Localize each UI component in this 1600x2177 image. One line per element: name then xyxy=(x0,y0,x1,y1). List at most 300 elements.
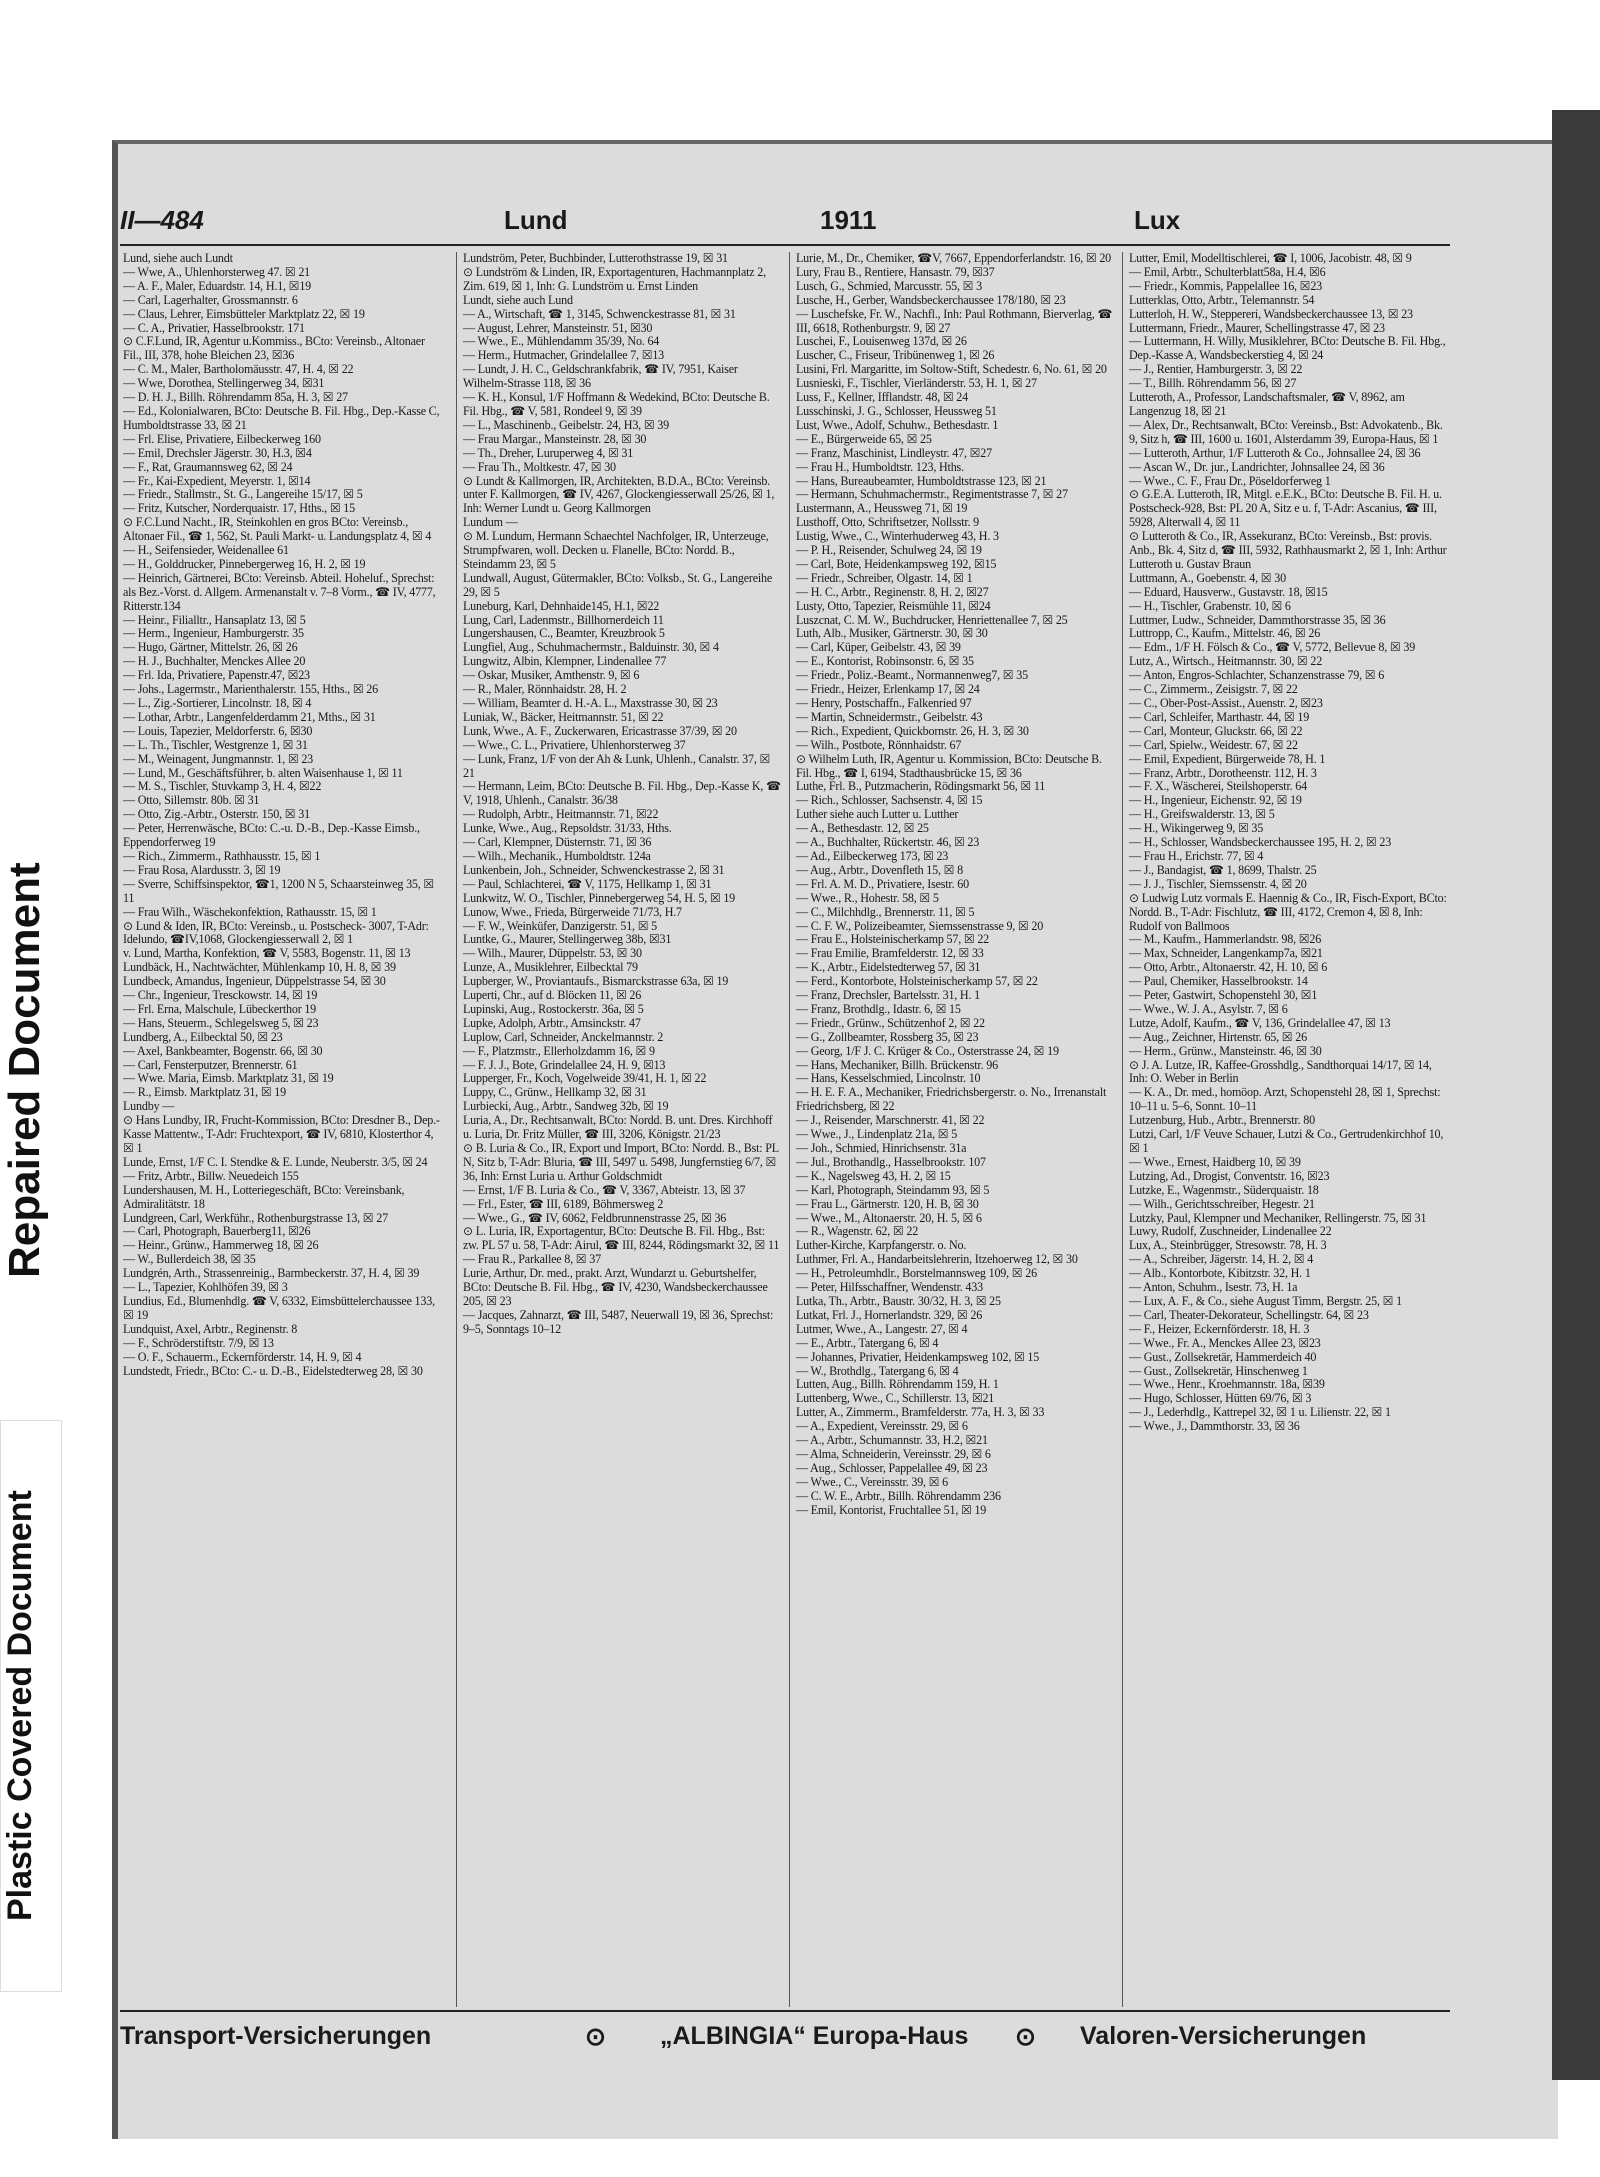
directory-entry: Lusch, G., Schmied, Marcusstr. 55, ☒ 3 xyxy=(796,278,982,293)
directory-entry: — Paul, Chemiker, Hasselbrookstr. 14 xyxy=(1129,974,1308,989)
directory-entry: Lusthoff, Otto, Schriftsetzer, Nollsstr. 9 xyxy=(796,515,980,530)
directory-entry: Lungwitz, Albin, Klempner, Lindenallee 77 xyxy=(463,654,667,669)
directory-entry: Lusty, Otto, Tapezier, Reismühle 11, ☒24 xyxy=(796,598,991,613)
directory-entry: — H. J., Buchhalter, Menckes Allee 20 xyxy=(123,654,306,669)
directory-entry: Lurbiecki, Aug., Arbtr., Sandweg 32b, ☒ 19 xyxy=(463,1099,669,1114)
directory-entry: Lupperger, Fr., Koch, Vogelweide 39/41, H. 1, ☒ 22 xyxy=(463,1071,707,1086)
directory-entry: — Wwe., E., Mühlendamm 35/39, No. 64 xyxy=(463,334,660,349)
directory-entry: Lutzke, E., Wagenmstr., Süderquaistr. 18 xyxy=(1129,1182,1319,1197)
directory-entry: Lundershausen, M. H., Lotteriegeschäft, BCto: Vereinsbank, Admiralitätstr. 18 xyxy=(123,1182,405,1211)
footer-left-text: Transport-Versicherungen xyxy=(120,2022,432,2050)
directory-entry: Luppy, C., Grünw., Hellkamp 32, ☒ 31 xyxy=(463,1085,647,1100)
directory-entry: — Frau H., Erichstr. 77, ☒ 4 xyxy=(1129,848,1264,863)
directory-entry: — J., Lederhdlg., Kattrepel 32, ☒ 1 u. Lilienstr. 22, ☒ 1 xyxy=(1129,1405,1391,1420)
directory-entry: — Wwe., Fr. A., Menckes Allee 23, ☒23 xyxy=(1129,1335,1321,1350)
directory-entry: — Carl, Küper, Geibelstr. 43, ☒ 39 xyxy=(796,640,961,655)
page-header xyxy=(120,205,1450,239)
directory-entry: — Carl, Fensterputzer, Brennerstr. 61 xyxy=(123,1057,298,1072)
directory-entry: — Hugo, Schlosser, Hütten 69/76, ☒ 3 xyxy=(1129,1391,1312,1406)
directory-entry: — Emil, Drechsler Jägerstr. 30, H.3, ☒4 xyxy=(123,445,312,460)
directory-entry: Luttermann, Friedr., Maurer, Schellingstrasse 47, ☒ 23 xyxy=(1129,320,1385,335)
directory-entry: Lunde, Ernst, 1/F C. I. Stendke & E. Lunde, Neuberstr. 3/5, ☒ 24 xyxy=(123,1154,428,1169)
directory-entry: — Otto, Arbtr., Altonaerstr. 42, H. 10, ☒ 6 xyxy=(1129,960,1328,975)
directory-entry: Luria, A., Dr., Rechtsanwalt, BCto: Nordd. B. unt. Dres. Kirchhoff u. Luria, Dr. Fritz Müller, ☎ III, 3206, Königstr. 21/23 xyxy=(463,1113,773,1142)
directory-entry: ⊙ Hans Lundby, IR, Frucht-Kommission, BCto: Dresdner B., Dep.-Kasse Mattentw., T-Adr: Fruchtexport, ☎ IV, 6810, Klosterthor 4, ☒ 1 xyxy=(123,1113,440,1155)
directory-entry: — Friedr., Stallmstr., St. G., Langereihe 15/17, ☒ 5 xyxy=(123,487,363,502)
directory-entry: — F., Platzmstr., Ellerholzdamm 16, ☒ 9 xyxy=(463,1043,655,1058)
directory-entry: Lundström, Peter, Buchbinder, Lutterothstrasse 19, ☒ 31 xyxy=(463,252,728,265)
directory-entry: — Hans, Mechaniker, Billh. Brückenstr. 96 xyxy=(796,1057,998,1072)
directory-entry: ⊙ Ludwig Lutz vormals E. Haennig & Co., IR, Fisch-Export, BCto: Nordd. B., T-Adr: Fischlutz, ☎ III, 4172, Cremon 4, ☒ 8, Inh: Rudolf von Ballmoos xyxy=(1129,890,1447,933)
directory-entry: — L., Zig.-Sortierer, Lincolnstr. 18, ☒ 4 xyxy=(123,696,312,710)
repaired-document-stamp: Repaired Document xyxy=(0,862,49,1278)
directory-entry: — L., Tapezier, Kohlhöfen 39, ☒ 3 xyxy=(123,1280,288,1295)
directory-entry: Lungershausen, C., Beamter, Kreuzbrook 5 xyxy=(463,626,665,641)
directory-entry: Lundby — xyxy=(123,1099,175,1114)
directory-entry: — Jul., Brothandlg., Hasselbrookstr. 107 xyxy=(796,1154,986,1169)
directory-entry: — E., Bürgerweide 65, ☒ 25 xyxy=(796,431,932,446)
directory-entry: Luthe, Frl. B., Putzmacherin, Rödingsmarkt 56, ☒ 11 xyxy=(796,779,1046,794)
directory-entry: Lundquist, Axel, Arbtr., Reginenstr. 8 xyxy=(123,1321,298,1336)
header-rule xyxy=(120,244,1450,246)
directory-entry: — Ad., Eilbeckerweg 173, ☒ 23 xyxy=(796,848,949,863)
directory-entry: — Emil, Arbtr., Schulterblatt58a, H.4, ☒6 xyxy=(1129,264,1326,279)
directory-entry: — F., Schröderstiftstr. 7/9, ☒ 13 xyxy=(123,1335,274,1350)
directory-entry: — L. Th., Tischler, Westgrenze 1, ☒ 31 xyxy=(123,737,308,752)
directory-entry: Lutzi, Carl, 1/F Veuve Schauer, Lutzi & Co., Gertrudenkirchhof 10, ☒ 1 xyxy=(1129,1127,1444,1155)
directory-entry: — W., Bullerdeich 38, ☒ 35 xyxy=(123,1252,256,1267)
directory-entry: — Wilh., Maurer, Düppelstr. 53, ☒ 30 xyxy=(463,946,642,961)
directory-entry: v. Lund, Martha, Konfektion, ☎ V, 5583, Bogenstr. 11, ☒ 13 xyxy=(123,946,411,961)
directory-entry: Lutka, Th., Arbtr., Baustr. 30/32, H. 3, ☒ 25 xyxy=(796,1293,1001,1308)
directory-entry: Lutterklas, Otto, Arbtr., Telemannstr. 54 xyxy=(1129,292,1315,307)
directory-entry: Luth, Alb., Musiker, Gärtnerstr. 30, ☒ 30 xyxy=(796,626,988,641)
directory-entry: — Hermann, Schuhmachermstr., Regimentstrasse 7, ☒ 27 xyxy=(796,487,1068,502)
directory-entry: — J., Reisender, Marschnerstr. 41, ☒ 22 xyxy=(796,1113,985,1128)
directory-entry: — Otto, Sillemstr. 80b. ☒ 31 xyxy=(123,793,260,808)
directory-entry: — Herm., Ingenieur, Hamburgerstr. 35 xyxy=(123,626,304,641)
directory-entry: — Paul, Schlachterei, ☎ V, 1175, Hellkamp 1, ☒ 31 xyxy=(463,876,712,891)
directory-entry: — Franz, Arbtr., Dorotheenstr. 112, H. 3 xyxy=(1129,765,1317,780)
directory-entry: Lutzky, Paul, Klempner und Mechaniker, Rellingerstr. 75, ☒ 31 xyxy=(1129,1210,1427,1225)
directory-entry: — Ernst, 1/F B. Luria & Co., ☎ V, 3367, Abteistr. 13, ☒ 37 xyxy=(463,1182,746,1197)
directory-entry: — Hans, Bureaubeamter, Humboldtstrasse 123, ☒ 21 xyxy=(796,473,1047,488)
directory-entry: — F. J. J., Bote, Grindelallee 24, H. 9, ☒13 xyxy=(463,1057,666,1072)
directory-entry: Lutteroth, A., Professor, Landschaftsmaler, ☎ V, 8962, am Langenzug 18, ☒ 21 xyxy=(1129,390,1405,418)
directory-entry: ⊙ J. A. Lutze, IR, Kaffee-Grosshdlg., Sandthorquai 14/17, ☒ 14, Inh: O. Weber in Berlin xyxy=(1129,1057,1432,1086)
directory-entry: — E., Kontorist, Robinsonstr. 6, ☒ 35 xyxy=(796,654,974,669)
directory-entry: Lury, Frau B., Rentiere, Hansastr. 79, ☒37 xyxy=(796,264,995,279)
directory-entry: — Martin, Schneidermstr., Geibelstr. 43 xyxy=(796,709,983,724)
directory-entry: — Herm., Hutmacher, Grindelallee 7, ☒13 xyxy=(463,348,665,363)
directory-entry: — Heinr., Filialltr., Hansaplatz 13, ☒ 5 xyxy=(123,612,306,627)
directory-entry: ⊙ Lundström & Linden, IR, Exportagenturen, Hachmannplatz 2, Zim. 619, ☒ 1, Inh: G. Lundström u. Ernst Linden xyxy=(463,264,766,293)
directory-entry: Luschei, F., Louisenweg 137d, ☒ 26 xyxy=(796,334,967,349)
directory-entry: — A. F., Maler, Eduardstr. 14, H.1, ☒19 xyxy=(123,278,312,293)
directory-entry: ⊙ B. Luria & Co., IR, Export und Import, BCto: Nordd. B., Bst: PL N, Sitz b, T-Adr: Bluria, ☎ III, 5497 u. 5498, Jungfernstieg 6/7, ☒ 36, Inh: Ernst Luria u. Arthur Goldschmidt xyxy=(463,1141,779,1183)
directory-entry: — H., Golddrucker, Pinnebergerweg 16, H. 2, ☒ 19 xyxy=(123,556,366,571)
directory-entry: — K. H., Konsul, 1/F Hoffmann & Wedekind, BCto: Deutsche B. Fil. Hbg., ☎ V, 581, Rondeel 9, ☒ 39 xyxy=(463,390,770,418)
directory-entry: — H., Wikingerweg 9, ☒ 35 xyxy=(1129,821,1264,836)
directory-entry: — A., Bethesdastr. 12, ☒ 25 xyxy=(796,821,929,836)
directory-entry: Lutterloh, H. W., Steppereri, Wandsbeckerchaussee 13, ☒ 23 xyxy=(1129,306,1413,321)
directory-entry: — H., Petroleumhdlr., Borstelmannsweg 109, ☒ 26 xyxy=(796,1266,1037,1281)
year-label: 1911 xyxy=(820,205,877,235)
directory-entry: — E., Arbtr., Tatergang 6, ☒ 4 xyxy=(796,1335,939,1350)
directory-entry: Luttmer, Ludw., Schneider, Dammthorstrasse 35, ☒ 36 xyxy=(1129,612,1386,627)
directory-entry: — O. F., Schauerm., Eckernförderstr. 14, H. 9, ☒ 4 xyxy=(123,1349,362,1364)
directory-entry: — Fr., Kai-Expedient, Meyerstr. 1, ☒14 xyxy=(123,473,311,488)
directory-entry: — H., Ingenieur, Eichenstr. 92, ☒ 19 xyxy=(1129,793,1302,808)
directory-entry: — H., Seifensieder, Weidenallee 61 xyxy=(123,543,289,558)
directory-entry: — Th., Dreher, Luruperweg 4, ☒ 31 xyxy=(463,445,634,460)
directory-entry: — Carl, Bote, Heidenkampsweg 192, ☒15 xyxy=(796,556,997,571)
directory-entry: Lundbeck, Amandus, Ingenieur, Düppelstrasse 54, ☒ 30 xyxy=(123,974,386,989)
directory-entry: — Carl, Lagerhalter, Grossmannstr. 6 xyxy=(123,292,298,307)
directory-entry: Luttmann, A., Goebenstr. 4, ☒ 30 xyxy=(1129,570,1286,585)
advertisement-footer xyxy=(120,2022,1450,2062)
directory-entry: — C., Ober-Post-Assist., Auenstr. 2, ☒23 xyxy=(1129,696,1323,710)
directory-entry: — Friedr., Heizer, Erlenkamp 17, ☒ 24 xyxy=(796,682,980,697)
directory-entry: — Rich., Expedient, Quickbornstr. 26, H. 3, ☒ 30 xyxy=(796,723,1029,738)
directory-entry: — R., Wagenstr. 62, ☒ 22 xyxy=(796,1224,919,1239)
directory-entry: Luttropp, C., Kaufm., Mittelstr. 46, ☒ 26 xyxy=(1129,626,1321,641)
directory-entry: Lutzing, Ad., Drogist, Conventstr. 16, ☒23 xyxy=(1129,1168,1330,1183)
directory-entry: — Wwe., M., Altonaerstr. 20, H. 5, ☒ 6 xyxy=(796,1210,982,1225)
directory-entry: — August, Lehrer, Mansteinstr. 51, ☒30 xyxy=(463,320,653,335)
footer-rule xyxy=(120,2010,1450,2012)
directory-entry: — Alex, Dr., Rechtsanwalt, BCto: Vereinsb., Bst: Advokatenb., Bk. 9, Sitz h, ☎ III, 1600 u. 1601, Alsterdamm 39, Europa-Haus, ☒ 1 xyxy=(1129,417,1443,446)
directory-entry: — Frau E., Holsteinischerkamp 57, ☒ 22 xyxy=(796,932,990,947)
directory-entry: Lusschinski, J. G., Schlosser, Heussweg 51 xyxy=(796,403,997,418)
directory-entry: — K., Nagelsweg 43, H. 2, ☒ 15 xyxy=(796,1168,951,1183)
directory-entry: — Emil, Expedient, Bürgerweide 78, H. 1 xyxy=(1129,751,1326,766)
directory-entry: — Frl. A. M. D., Privatiere, Isestr. 60 xyxy=(796,876,969,891)
directory-entry: Lundum — xyxy=(463,515,518,530)
directory-entry: ⊙ F.C.Lund Nacht., IR, Steinkohlen en gros BCto: Vereinsb., Altonaer Fil., ☎ 1, 562, St. Pauli Markt- u. Landungsplatz 4, ☒ 4 xyxy=(123,515,432,544)
directory-entry: — Peter, Hilfsschaffner, Wendenstr. 433 xyxy=(796,1280,983,1295)
directory-entry: Lutter, A., Zimmerm., Bramfelderstr. 77a, H. 3, ☒ 33 xyxy=(796,1405,1045,1420)
directory-entry: — Wwe., R., Hohestr. 58, ☒ 5 xyxy=(796,890,939,905)
directory-entry: — Rich., Schlosser, Sachsenstr. 4, ☒ 15 xyxy=(796,793,983,808)
directory-entry: — Alma, Schneiderin, Vereinsstr. 29, ☒ 6 xyxy=(796,1446,991,1461)
directory-entry: — Friedr., Grünw., Schützenhof 2, ☒ 22 xyxy=(796,1015,985,1030)
directory-entry: — Luschefske, Fr. W., Nachfl., Inh: Paul Rothmann, Bierverlag, ☎ III, 6618, Rothenburgstr. 9, ☒ 27 xyxy=(796,306,1113,335)
directory-entry: — William, Beamter d. H.-A. L., Maxstrasse 30, ☒ 23 xyxy=(463,696,718,710)
directory-entry: — C., Milchhdlg., Brennerstr. 11, ☒ 5 xyxy=(796,904,975,919)
directory-entry: — Joh., Schmied, Hinrichsenstr. 31a xyxy=(796,1141,967,1155)
directory-entry: — A., Wirtschaft, ☎ 1, 3145, Schwenckestrasse 81, ☒ 31 xyxy=(463,306,736,321)
directory-entry: — Max, Schneider, Langenkamp7a, ☒21 xyxy=(1129,946,1323,961)
directory-entry: Lunow, Wwe., Frieda, Bürgerweide 71/73, H.7 xyxy=(463,904,682,919)
directory-entry: — Wwe, A., Uhlenhorsterweg 47. ☒ 21 xyxy=(123,264,311,279)
directory-entry: — Carl, Theater-Dekorateur, Schellingstr. 64, ☒ 23 xyxy=(1129,1307,1369,1322)
directory-entry: Lusini, Frl. Margaritte, im Soltow-Stift, Schedestr. 6, No. 61, ☒ 20 xyxy=(796,362,1107,377)
directory-entry: Lutzenburg, Hub., Arbtr., Brennerstr. 80 xyxy=(1129,1113,1315,1128)
directory-entry: — Wilh., Postbote, Rönnhaidstr. 67 xyxy=(796,737,962,752)
directory-entry: — Wwe., W. J. A., Asylstr. 7, ☒ 6 xyxy=(1129,1001,1288,1016)
directory-column-1 xyxy=(123,252,443,2007)
directory-entry: — Franz, Drechsler, Bartelsstr. 31, H. 1 xyxy=(796,988,980,1003)
directory-entry: — L., Maschinenb., Geibelstr. 24, H3, ☒ 39 xyxy=(463,417,669,432)
directory-entry: — Herm., Grünw., Mansteinstr. 46, ☒ 30 xyxy=(1129,1043,1322,1058)
directory-entry: — Alb., Kontorbote, Kibitzstr. 32, H. 1 xyxy=(1129,1266,1311,1281)
directory-entry: — Aug., Arbtr., Dovenfleth 15, ☒ 8 xyxy=(796,862,963,877)
directory-entry: — H. E. F. A., Mechaniker, Friedrichsbergerstr. o. No., Irrenanstalt Friedrichsberg, ☒ 22 xyxy=(796,1085,1107,1114)
directory-entry: — F. X., Wäscherei, Steilshoperstr. 64 xyxy=(1129,779,1307,794)
directory-entry: Luss, F., Kellner, Ifflandstr. 48, ☒ 24 xyxy=(796,390,969,405)
directory-entry: — Wilh., Gerichtsschreiber, Hegestr. 21 xyxy=(1129,1196,1315,1211)
directory-entry: — Peter, Herrenwäsche, BCto: C.-u. D.-B., Dep.-Kasse Eimsb., Eppendorferweg 19 xyxy=(123,821,420,850)
directory-entry: — Frau L., Gärtnerstr. 120, H. B, ☒ 30 xyxy=(796,1196,979,1211)
directory-entry: — R., Maler, Rönnhaidstr. 28, H. 2 xyxy=(463,682,627,697)
range-start: Lund xyxy=(504,205,568,235)
directory-entry: Lurie, M., Dr., Chemiker, ☎V, 7667, Eppendorferlandstr. 16, ☒ 20 xyxy=(796,252,1112,265)
page-edge xyxy=(1552,110,1600,2080)
directory-entry: Lurie, Arthur, Dr. med., prakt. Arzt, Wundarzt u. Geburtshelfer, BCto: Deutsche B. Fil. Hbg., ☎ IV, 4230, Wandsbeckerchaussee 205, ☒ 23 xyxy=(463,1266,768,1308)
directory-entry: — Rich., Zimmerm., Rathhausstr. 15, ☒ 1 xyxy=(123,848,321,863)
directory-entry: ⊙ C.F.Lund, IR, Agentur u.Kommiss., BCto: Vereinsb., Altonaer Fil., III, 378, hohe Bleichen 23, ☒36 xyxy=(123,334,425,363)
directory-entry: — Johannes, Privatier, Heidenkampsweg 102, ☒ 15 xyxy=(796,1349,1040,1364)
directory-column-3 xyxy=(789,252,1116,2007)
directory-entry: Lutze, Adolf, Kaufm., ☎ V, 136, Grindelallee 47, ☒ 13 xyxy=(1129,1015,1391,1030)
directory-entry: ⊙ Lutteroth & Co., IR, Assekuranz, BCto: Vereinsb., Bst: provis. Anb., Bk. 4, Sitz d, ☎ III, 5932, Rathhausmarkt 2, ☒ 1, Inh: Arthur Lutteroth u. Gustav Braun xyxy=(1129,529,1447,571)
directory-entry: — A., Expedient, Vereinsstr. 29, ☒ 6 xyxy=(796,1419,968,1434)
directory-entry: — Claus, Lehrer, Eimsbütteler Marktplatz 22, ☒ 19 xyxy=(123,306,365,321)
directory-entry: — Ferd., Kontorbote, Holsteinischerkamp 57, ☒ 22 xyxy=(796,974,1038,989)
directory-entry: — C., Zimmerm., Zeisigstr. 7, ☒ 22 xyxy=(1129,682,1298,697)
directory-entry: — H., Schlosser, Wandsbeckerchaussee 195, H. 2, ☒ 23 xyxy=(1129,835,1392,850)
directory-entry: — H., Greifswalderstr. 13, ☒ 5 xyxy=(1129,807,1275,822)
directory-entry: Luther siehe auch Lutter u. Lutther xyxy=(796,807,959,822)
directory-entry: Lutter, Emil, Modelltischlerei, ☎ I, 1006, Jacobistr. 48, ☒ 9 xyxy=(1129,252,1412,265)
directory-entry: — Ed., Kolonialwaren, BCto: Deutsche B. Fil. Hbg., Dep.-Kasse C, Humboldtstrasse 33, ☒ 21 xyxy=(123,403,440,432)
directory-entry: — F., Heizer, Eckernförderstr. 18, H. 3 xyxy=(1129,1321,1310,1336)
directory-entry: — Johs., Lagermstr., Marienthalerstr. 155, Hths., ☒ 26 xyxy=(123,682,378,697)
directory-entry: — Wwe., G., ☎ IV, 6062, Feldbrunnenstrasse 25, ☒ 36 xyxy=(463,1210,727,1225)
directory-entry: — Hermann, Leim, BCto: Deutsche B. Fil. Hbg., Dep.-Kasse K, ☎ V, 1918, Uhlenh., Canalstr. 36/38 xyxy=(463,779,781,808)
footer-center-text: „ALBINGIA“ Europa-Haus xyxy=(660,2022,969,2050)
directory-entry: — K. A., Dr. med., homöop. Arzt, Schopenstehl 28, ☒ 1, Sprechst: 10–11 u. 5–6, Sonnt. 10–11 xyxy=(1129,1085,1441,1114)
directory-entry: — Friedr., Poliz.-Beamt., Normannenweg7, ☒ 35 xyxy=(796,668,1028,683)
directory-entry: Lundberg, A., Eilbecktal 50, ☒ 23 xyxy=(123,1029,283,1044)
directory-entry: — Carl, Klempner, Düsternstr. 71, ☒ 36 xyxy=(463,835,652,850)
directory-entry: — Hans, Steuerm., Schlegelsweg 5, ☒ 23 xyxy=(123,1015,319,1030)
directory-entry: — Carl, Photograph, Bauerberg11, ☒26 xyxy=(123,1224,311,1239)
directory-entry: — Frau R., Parkallee 8, ☒ 37 xyxy=(463,1252,601,1267)
directory-entry: — Wwe., Henr., Kroehmannstr. 18a, ☒39 xyxy=(1129,1377,1325,1392)
directory-entry: — J., Rentier, Hamburgerstr. 3, ☒ 22 xyxy=(1129,362,1303,377)
directory-entry: — Lutteroth, Arthur, 1/F Lutteroth & Co., Johnsallee 24, ☒ 36 xyxy=(1129,445,1421,460)
directory-entry: — J., Bandagist, ☎ 1, 8699, Thalstr. 25 xyxy=(1129,862,1317,877)
directory-entry: — Ascan W., Dr. jur., Landrichter, Johnsallee 24, ☒ 36 xyxy=(1129,459,1385,474)
directory-entry: Luthmer, Frl. A., Handarbeitslehrerin, Itzehoerweg 12, ☒ 30 xyxy=(796,1252,1078,1267)
footer-bullet-icon: ⊙ xyxy=(585,2023,606,2051)
directory-entry: Lunze, A., Musiklehrer, Eilbecktal 79 xyxy=(463,960,638,975)
directory-entry: Luszcnat, C. M. W., Buchdrucker, Henriettenallee 7, ☒ 25 xyxy=(796,612,1068,627)
directory-entry: Lusche, H., Gerber, Wandsbeckerchaussee 178/180, ☒ 23 xyxy=(796,292,1066,307)
directory-entry: — Franz, Maschinist, Lindleystr. 47, ☒27 xyxy=(796,445,992,460)
directory-entry: ⊙ L. Luria, IR, Exportagentur, BCto: Deutsche B. Fil. Hbg., Bst: zw. PL 57 u. 58, T-Adr: Airul, ☎ III, 8244, Rödingsmarkt 32, ☒ 11 xyxy=(463,1224,780,1253)
directory-entry: — Franz, Brothdlg., Idastr. 6, ☒ 15 xyxy=(796,1001,961,1016)
directory-entry: — Axel, Bankbeamter, Bogenstr. 66, ☒ 30 xyxy=(123,1043,323,1058)
directory-entry: — K., Arbtr., Eidelstedterweg 57, ☒ 31 xyxy=(796,960,981,975)
directory-entry: Lundius, Ed., Blumenhdlg. ☎ V, 6332, Eimsbüttelerchaussee 133, ☒ 19 xyxy=(123,1293,435,1322)
directory-entry: — H. C., Arbtr., Reginenstr. 8, H. 2, ☒27 xyxy=(796,584,989,599)
directory-entry: — Fritz, Kutscher, Norderquaistr. 17, Hths., ☒ 15 xyxy=(123,501,355,516)
directory-entry: ⊙ G.E.A. Lutteroth, IR, Mitgl. e.E.K., BCto: Deutsche B. Fil. H. u. Postscheck-928, Bst: PL 20 A, Sitz e u. f, T-Adr: Ascanius, ☎ III, 5928, Alterwall 4, ☒ 11 xyxy=(1129,487,1442,530)
directory-entry: — Frl., Ester, ☎ III, 6189, Böhmersweg 2 xyxy=(463,1196,664,1211)
directory-entry: — Frau H., Humboldtstr. 123, Hths. xyxy=(796,459,964,474)
directory-entry: Lupberger, W., Proviantaufs., Bismarckstrasse 63a, ☒ 19 xyxy=(463,974,729,989)
directory-entry: — Heinrich, Gärtnerei, BCto: Vereinsb. Abteil. Hoheluf., Sprechst: als Bez.-Vorst. d. Allgem. Armenanstalt v. 7–8 Vorm., ☎ IV, 4777, Ritterstr.134 xyxy=(123,570,436,613)
directory-entry: — J. J., Tischler, Siemssenstr. 4, ☒ 20 xyxy=(1129,876,1307,891)
directory-entry: Lundgrén, Arth., Strassenreinig., Barmbeckerstr. 37, H. 4, ☒ 39 xyxy=(123,1266,420,1281)
footer-right-text: Valoren-Versicherungen xyxy=(1080,2022,1367,2050)
directory-entry: — P. H., Reisender, Schulweg 24, ☒ 19 xyxy=(796,543,982,558)
directory-entry: Luwy, Rudolf, Zuschneider, Lindenallee 22 xyxy=(1129,1224,1332,1239)
directory-entry: — Sverre, Schiffsinspektor, ☎1, 1200 N 5, Schaarsteinweg 35, ☒ 11 xyxy=(123,876,435,905)
directory-entry: — Carl, Monteur, Gluckstr. 66, ☒ 22 xyxy=(1129,723,1303,738)
directory-entry: Lutten, Aug., Billh. Röhrendamm 159, H. 1 xyxy=(796,1377,999,1392)
directory-entry: — Frau Rosa, Alardusstr. 3, ☒ 19 xyxy=(123,862,281,877)
directory-entry: — Frau Wilh., Wäschekonfektion, Rathausstr. 15, ☒ 1 xyxy=(123,904,377,919)
directory-entry: Lundbäck, H., Nachtwächter, Mühlenkamp 10, H. 8, ☒ 39 xyxy=(123,960,396,975)
directory-entry: — Fritz, Arbtr., Billw. Neuedeich 155 xyxy=(123,1168,299,1183)
directory-entry: — Aug., Zeichner, Hirtenstr. 65, ☒ 26 xyxy=(1129,1029,1307,1044)
directory-entry: — Heinr., Grünw., Hammerweg 18, ☒ 26 xyxy=(123,1238,319,1253)
directory-entry: Lustermann, A., Heussweg 71, ☒ 19 xyxy=(796,501,968,516)
directory-entry: Lux, A., Steinbrügger, Stresowstr. 78, H. 3 xyxy=(1129,1238,1327,1253)
directory-entry: Lundgreen, Carl, Werkführ., Rothenburgstrasse 13, ☒ 27 xyxy=(123,1210,388,1225)
directory-entry: — Wwe., J., Lindenplatz 21a, ☒ 5 xyxy=(796,1127,958,1142)
directory-entry: Lundstedt, Friedr., BCto: C.- u. D.-B., Eidelstedterweg 28, ☒ 30 xyxy=(123,1363,423,1378)
directory-entry: Lutkat, Frl. J., Hornerlandstr. 329, ☒ 26 xyxy=(796,1307,983,1322)
directory-entry: — Wwe., C., Vereinsstr. 39, ☒ 6 xyxy=(796,1474,948,1489)
directory-entry: — C. A., Privatier, Hasselbrookstr. 171 xyxy=(123,320,305,335)
directory-entry: — G., Zollbeamter, Rossberg 35, ☒ 23 xyxy=(796,1029,979,1044)
directory-entry: — Gust., Zollsekretär, Hammerdeich 40 xyxy=(1129,1349,1317,1364)
directory-entry: Lung, Carl, Ladenmstr., Billhornerdeich 11 xyxy=(463,612,664,627)
directory-entry: — Wwe., C. L., Privatiere, Uhlenhorsterweg 37 xyxy=(463,737,686,752)
directory-entry: — M., Kaufm., Hammerlandstr. 98, ☒26 xyxy=(1129,932,1322,947)
directory-entry: — A., Buchhalter, Rückertstr. 46, ☒ 23 xyxy=(796,835,980,850)
directory-entry: — C. F. W., Polizeibeamter, Siemssenstrasse 9, ☒ 20 xyxy=(796,918,1044,933)
directory-entry: Luperti, Chr., auf d. Blöcken 11, ☒ 26 xyxy=(463,988,642,1003)
directory-entry: — Frau Margar., Mansteinstr. 28, ☒ 30 xyxy=(463,431,647,446)
directory-entry: — A., Schreiber, Jägerstr. 14, H. 2, ☒ 4 xyxy=(1129,1252,1314,1267)
directory-entry: Lunkenbein, Joh., Schneider, Schwenckestrasse 2, ☒ 31 xyxy=(463,862,725,877)
directory-entry: — Gust., Zollsekretär, Hinschenweg 1 xyxy=(1129,1363,1308,1378)
directory-entry: ⊙ M. Lundum, Hermann Schaechtel Nachfolger, IR, Unterzeuge, Strumpfwaren, woll. Decken u. Flanelle, BCto: Nordd. B., Steindamm 23, ☒ 5 xyxy=(463,529,769,571)
directory-entry: — M., Weinagent, Jungmannstr. 1, ☒ 23 xyxy=(123,751,314,766)
directory-entry: — F., Rat, Graumannsweg 62, ☒ 24 xyxy=(123,459,293,474)
directory-entry: — Lundt, J. H. C., Geldschrankfabrik, ☎ IV, 7951, Kaiser Wilhelm-Strasse 118, ☒ 36 xyxy=(463,362,738,391)
directory-entry: — Emil, Kontorist, Fruchtallee 51, ☒ 19 xyxy=(796,1502,987,1517)
directory-entry: Lupinski, Aug., Rostockerstr. 36a, ☒ 5 xyxy=(463,1001,644,1016)
directory-entry: — Rudolph, Arbtr., Heitmannstr. 71, ☒22 xyxy=(463,807,659,822)
directory-entry: — Friedr., Kommis, Pappelallee 16, ☒23 xyxy=(1129,278,1323,293)
directory-entry: — Lund, M., Geschäftsführer, b. alten Waisenhause 1, ☒ 11 xyxy=(123,765,403,780)
directory-entry: — H., Tischler, Grabenstr. 10, ☒ 6 xyxy=(1129,598,1291,613)
directory-entry: — Wilh., Mechanik., Humboldtstr. 124a xyxy=(463,848,651,863)
directory-entry: — Lothar, Arbtr., Langenfelderdamm 21, Mths., ☒ 31 xyxy=(123,709,376,724)
directory-entry: — Anton, Engros-Schlachter, Schanzenstrasse 79, ☒ 6 xyxy=(1129,668,1385,683)
directory-entry: — Wwe, Dorothea, Stellingerweg 34, ☒31 xyxy=(123,376,325,391)
directory-entry: Luntke, G., Maurer, Stellingerweg 38b, ☒31 xyxy=(463,932,672,947)
directory-entry: — Carl, Schleifer, Marthastr. 44, ☒ 19 xyxy=(1129,709,1310,724)
directory-entry: Luplow, Carl, Schneider, Anckelmannstr. 2 xyxy=(463,1029,664,1044)
directory-entry: — Wwe., J., Dammthorstr. 33, ☒ 36 xyxy=(1129,1419,1300,1434)
directory-entry: Luneburg, Karl, Dehnhaide145, H.1, ☒22 xyxy=(463,598,660,613)
directory-entry: — Edm., 1/F H. Fölsch & Co., ☎ V, 5772, Bellevue 8, ☒ 39 xyxy=(1129,640,1416,655)
directory-entry: — C. M., Maler, Bartholomäusstr. 47, H. 4, ☒ 22 xyxy=(123,362,354,377)
directory-column-4 xyxy=(1122,252,1449,2007)
directory-entry: — Friedr., Schreiber, Olgastr. 14, ☒ 1 xyxy=(796,570,973,585)
directory-entry: Lunkwitz, W. O., Tischler, Pinnebergerweg 54, H. 5, ☒ 19 xyxy=(463,890,736,905)
directory-entry: Lundt, siehe auch Lund xyxy=(463,292,573,307)
directory-entry: — F. W., Weinküfer, Danzigerstr. 51, ☒ 5 xyxy=(463,918,658,933)
directory-entry: — Anton, Schuhm., Isestr. 73, H. 1a xyxy=(1129,1280,1298,1295)
directory-entry: ⊙ Lund & Iden, IR, BCto: Vereinsb., u. Postscheck- 3007, T-Adr: Idelundo, ☎IV,1068, Glockengiesserwall 2, ☒ 1 xyxy=(123,918,429,947)
directory-entry: Luniak, W., Bäcker, Heitmannstr. 51, ☒ 22 xyxy=(463,709,664,724)
directory-entry: Luther-Kirche, Karpfangerstr. o. No. xyxy=(796,1238,967,1253)
directory-entry: Lunk, Wwe., A. F., Zuckerwaren, Ericastrasse 37/39, ☒ 20 xyxy=(463,723,737,738)
directory-entry: — Frl. Ida, Privatiere, Papenstr.47, ☒23 xyxy=(123,668,310,683)
directory-entry: Lutmer, Wwe., A., Langestr. 27, ☒ 4 xyxy=(796,1321,968,1336)
directory-entry: — Oskar, Musiker, Amthenstr. 9, ☒ 6 xyxy=(463,668,640,683)
directory-entry: — Frau Th., Moltkestr. 47, ☒ 30 xyxy=(463,459,616,474)
directory-entry: — Luttermann, H. Willy, Musiklehrer, BCto: Deutsche B. Fil. Hbg., Dep.-Kasse A, Wandsbeckerstieg 4, ☒ 24 xyxy=(1129,334,1446,363)
directory-entry: — Eduard, Hausverw., Gustavstr. 18, ☒15 xyxy=(1129,584,1328,599)
directory-entry: Lungfiel, Aug., Schuhmachermstr., Balduinstr. 30, ☒ 4 xyxy=(463,640,719,655)
directory-entry: — Frau Emilie, Bramfelderstr. 12, ☒ 33 xyxy=(796,946,984,961)
directory-entry: Lundwall, August, Gütermakler, BCto: Volksb., St. G., Langereihe 29, ☒ 5 xyxy=(463,570,773,599)
directory-entry: — Frl. Elise, Privatiere, Eilbeckerweg 160 xyxy=(123,431,321,446)
directory-entry: Lusnieski, F., Tischler, Vierländerstr. 53, H. 1, ☒ 27 xyxy=(796,376,1037,391)
footer-bullet-icon: ⊙ xyxy=(1015,2023,1036,2051)
directory-column-2 xyxy=(456,252,783,2007)
directory-entry: — Wwe. Maria, Eimsb. Marktplatz 31, ☒ 19 xyxy=(123,1071,334,1086)
directory-entry: — Chr., Ingenieur, Tresckowstr. 14, ☒ 19 xyxy=(123,988,318,1003)
directory-entry: — Jacques, Zahnarzt, ☎ III, 5487, Neuerwall 19, ☒ 36, Sprechst: 9–5, Sonntags 10–12 xyxy=(463,1307,774,1336)
directory-entry: Luttenberg, Wwe., C., Schillerstr. 13, ☒21 xyxy=(796,1391,995,1406)
directory-entry: ⊙ Wilhelm Luth, IR, Agentur u. Kommission, BCto: Deutsche B. Fil. Hbg., ☎ I, 6194, Stadthausbrücke 15, ☒ 36 xyxy=(796,751,1102,780)
directory-entry: — Henry, Postschaffn., Falkenried 97 xyxy=(796,696,972,710)
directory-entry: — Wwe., Ernest, Haidberg 10, ☒ 39 xyxy=(1129,1154,1301,1169)
directory-entry: — M. S., Tischler, Stuvkamp 3, H. 4, ☒22 xyxy=(123,779,322,794)
directory-entry: — Frl. Erna, Malschule, Lübeckerthor 19 xyxy=(123,1001,317,1016)
directory-entry: — Carl, Spielw., Weidestr. 67, ☒ 22 xyxy=(1129,737,1298,752)
range-end: Lux xyxy=(1134,205,1181,235)
directory-entry: — Hans, Kesselschmied, Lincolnstr. 10 xyxy=(796,1071,981,1086)
directory-entry: Lust, Wwe., Adolf, Schuhw., Bethesdastr. 1 xyxy=(796,417,999,432)
directory-entry: — A., Arbtr., Schumannstr. 33, H.2, ☒21 xyxy=(796,1433,988,1448)
plastic-covered-stamp: Plastic Covered Document xyxy=(0,1420,62,1992)
directory-entry: — Louis, Tapezier, Meldorferstr. 6, ☒30 xyxy=(123,723,313,738)
directory-entry: Lunke, Wwe., Aug., Repsoldstr. 31/33, Hths. xyxy=(463,821,672,836)
directory-entry: — Aug., Schlosser, Pappelallee 49, ☒ 23 xyxy=(796,1460,988,1475)
directory-entry: — Peter, Gastwirt, Schopenstehl 30, ☒1 xyxy=(1129,988,1318,1003)
page-number: II—484 xyxy=(120,205,204,235)
directory-entry: — Lunk, Franz, 1/F von der Ah & Lunk, Uhlenh., Canalstr. 37, ☒ 21 xyxy=(463,751,771,780)
directory-entry: Lutz, A., Wirtsch., Heitmannstr. 30, ☒ 22 xyxy=(1129,654,1323,669)
directory-entry: — W., Brothdlg., Tatergang 6, ☒ 4 xyxy=(796,1363,959,1378)
directory-entry: ⊙ Lundt & Kallmorgen, IR, Architekten, B.D.A., BCto: Vereinsb. unter F. Kallmorgen, ☎ IV, 4267, Glockengiesserwall 25/26, ☒ 1, Inh: Werner Lundt u. Georg Kallmorgen xyxy=(463,473,775,516)
directory-entry: Lund, siehe auch Lundt xyxy=(123,252,233,265)
directory-entry: — D. H. J., Billh. Röhrendamm 85a, H. 3, ☒ 27 xyxy=(123,390,348,405)
directory-entry: — Otto, Zig.-Arbtr., Osterstr. 150, ☒ 31 xyxy=(123,807,310,822)
